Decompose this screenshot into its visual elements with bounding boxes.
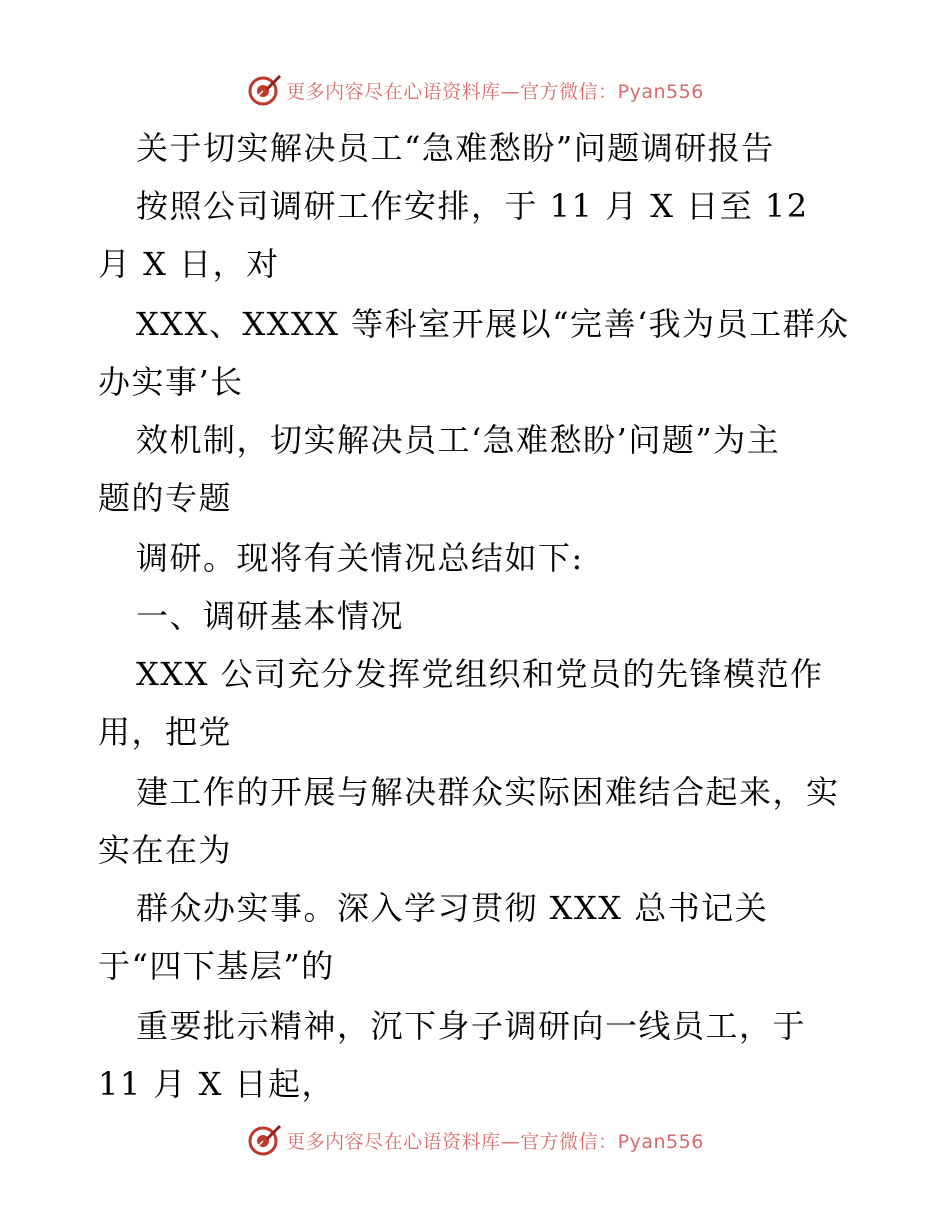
header-banner: [0, 70, 950, 110]
section-heading: 一、调研基本情况: [136, 597, 405, 635]
paragraph-line: 11 月 X 日起，: [98, 1065, 336, 1103]
paragraph-line: XXX 公司充分发挥党组织和党员的先锋模范作: [136, 655, 824, 693]
paragraph-line: 题的专题: [98, 479, 233, 517]
paragraph-line: 建工作的开展与解决群众实际困难结合起来，实: [136, 773, 840, 811]
paragraph-line: 重要批示精神，沉下身子调研向一线员工，于: [136, 1007, 807, 1045]
paragraph-line: 月 X 日，对: [98, 245, 280, 283]
footer-banner: [0, 1120, 950, 1160]
paragraph-line: XXX、XXXX 等科室开展以“完善‘我为员工群众: [136, 305, 850, 343]
paragraph-line: 按照公司调研工作安排，于 11 月 X 日至 12: [136, 187, 809, 225]
paragraph-line: 群众办实事。深入学习贯彻 XXX 总书记关: [136, 889, 769, 927]
pen-logo-icon: [246, 1122, 282, 1158]
paragraph-line: 于“四下基层”的: [98, 947, 335, 985]
paragraph-line: 用，把党: [98, 713, 233, 751]
footer-banner-text: 更多内容尽在心语资料库—官方微信：Pyan556: [286, 1130, 704, 1153]
header-banner-text: 更多内容尽在心语资料库—官方微信：Pyan556: [286, 80, 704, 103]
document-title: 关于切实解决员工“急难愁盼”问题调研报告: [136, 129, 775, 167]
paragraph-line: 办实事’长: [98, 363, 244, 401]
paragraph-line: 调研。现将有关情况总结如下:: [136, 539, 584, 577]
paragraph-line: 效机制，切实解决员工‘急难愁盼’问题”为主: [136, 421, 781, 459]
pen-logo-icon: [246, 72, 282, 108]
paragraph-line: 实在在为: [98, 831, 233, 869]
